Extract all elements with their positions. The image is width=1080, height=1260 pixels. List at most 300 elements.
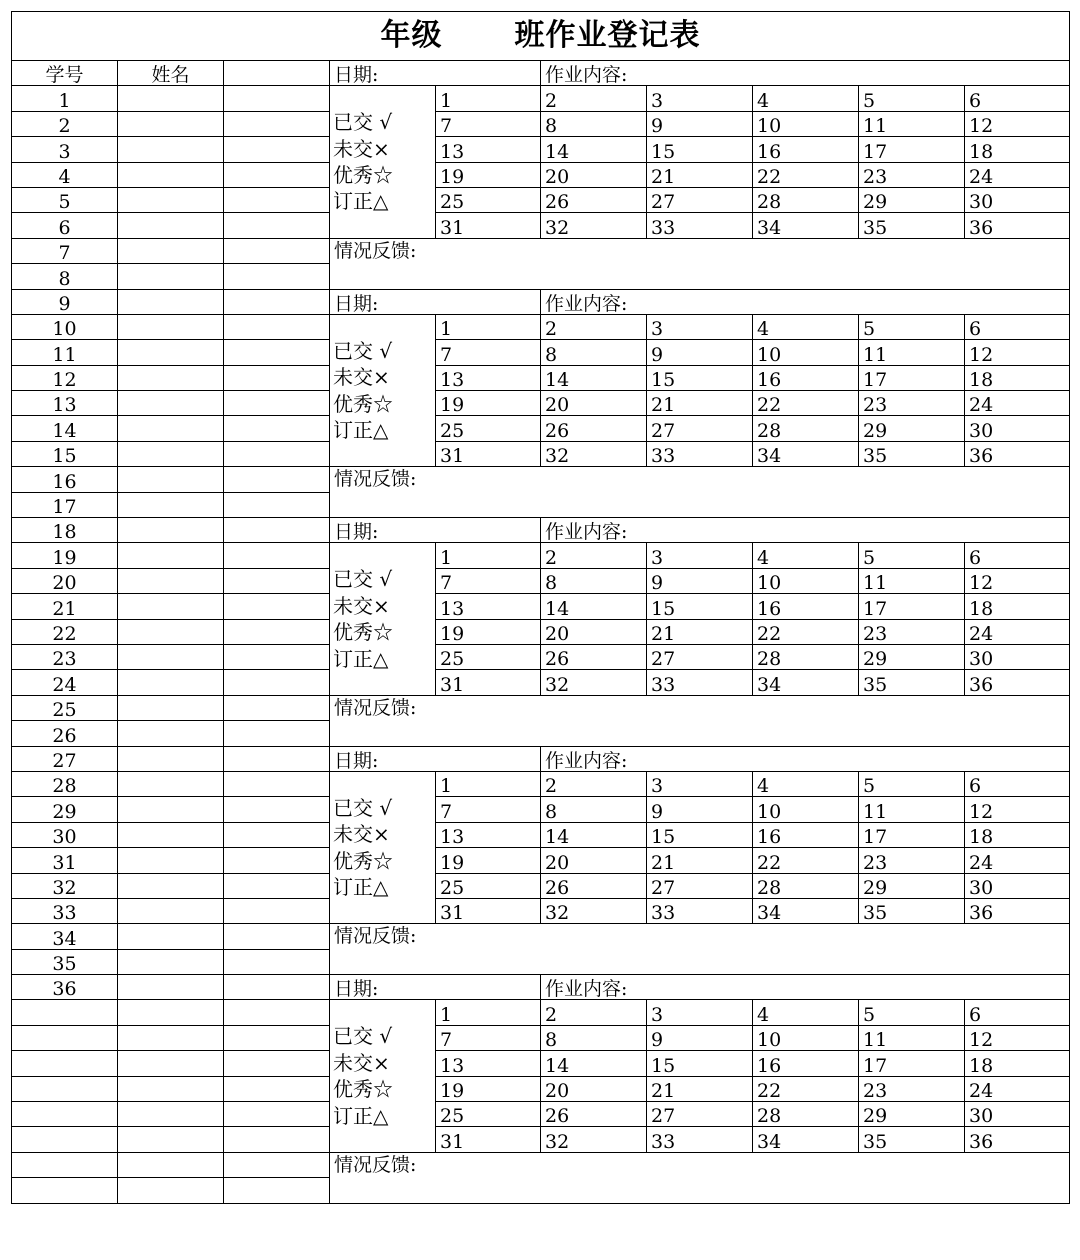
date-cell[interactable]: 日期: [330,61,541,86]
student-name-cell[interactable] [118,340,224,365]
assignment-number-cell[interactable]: 10 [753,1025,859,1050]
assignment-number-cell[interactable]: 34 [753,898,859,923]
date-cell[interactable]: 日期: [330,518,541,543]
student-name-cell[interactable] [118,1127,224,1152]
student-name-cell[interactable] [118,111,224,136]
extra-cell[interactable] [224,873,330,898]
assignment-number-cell[interactable]: 4 [753,314,859,339]
assignment-number-cell[interactable]: 26 [541,416,647,441]
assignment-number-cell[interactable]: 27 [647,644,753,669]
assignment-number-cell[interactable]: 8 [541,568,647,593]
assignment-number-cell[interactable]: 28 [753,644,859,669]
extra-cell[interactable] [224,213,330,238]
table-row [12,924,1070,949]
assignment-number-cell[interactable]: 28 [753,873,859,898]
assignment-number-cell[interactable]: 9 [647,1025,753,1050]
feedback-cell[interactable]: 情况反馈: [330,467,1070,518]
content-cell[interactable]: 作业内容: [541,975,1070,1000]
student-name-cell[interactable] [118,1152,224,1177]
assignment-number-cell[interactable]: 26 [541,644,647,669]
assignment-number-cell[interactable]: 7 [436,111,541,136]
student-name-cell[interactable] [118,441,224,466]
assignment-number-cell[interactable]: 19 [436,619,541,644]
student-name-cell[interactable] [118,619,224,644]
assignment-number-cell[interactable]: 1 [436,771,541,796]
assignment-number-cell[interactable]: 1 [436,543,541,568]
assignment-number-cell[interactable]: 11 [859,111,965,136]
assignment-number-cell[interactable]: 34 [753,441,859,466]
assignment-number-cell[interactable]: 31 [436,441,541,466]
student-name-cell[interactable] [118,721,224,746]
assignment-number-cell[interactable]: 23 [859,391,965,416]
assignment-number-cell[interactable]: 12 [965,797,1070,822]
extra-cell[interactable] [224,111,330,136]
extra-cell[interactable] [224,162,330,187]
assignment-number-cell[interactable]: 28 [753,187,859,212]
student-name-cell[interactable] [118,1076,224,1101]
assignment-number-cell[interactable]: 32 [541,898,647,923]
assignment-number-cell[interactable]: 21 [647,848,753,873]
assignment-number-cell[interactable]: 15 [647,137,753,162]
assignment-number-cell[interactable]: 31 [436,670,541,695]
extra-cell[interactable] [224,619,330,644]
student-name-cell[interactable] [118,416,224,441]
assignment-number-cell[interactable]: 5 [859,314,965,339]
assignment-number-cell[interactable]: 27 [647,416,753,441]
extra-cell[interactable] [224,975,330,1000]
assignment-number-cell[interactable]: 32 [541,441,647,466]
assignment-number-cell[interactable]: 35 [859,441,965,466]
assignment-number-cell[interactable]: 16 [753,822,859,847]
assignment-number-cell[interactable]: 9 [647,340,753,365]
assignment-number-cell[interactable]: 27 [647,873,753,898]
assignment-number-cell[interactable]: 12 [965,568,1070,593]
student-name-cell[interactable] [118,568,224,593]
assignment-number-cell[interactable]: 23 [859,619,965,644]
assignment-number-cell[interactable]: 19 [436,1076,541,1101]
content-cell[interactable]: 作业内容: [541,61,1070,86]
assignment-number-cell[interactable]: 33 [647,213,753,238]
student-name-cell[interactable] [118,670,224,695]
assignment-number-cell[interactable]: 9 [647,568,753,593]
assignment-number-cell[interactable]: 24 [965,162,1070,187]
assignment-number-cell[interactable]: 20 [541,391,647,416]
assignment-number-cell[interactable]: 30 [965,1102,1070,1127]
student-name-cell[interactable] [118,518,224,543]
assignment-number-cell[interactable]: 15 [647,365,753,390]
assignment-number-cell[interactable]: 21 [647,391,753,416]
assignment-number-cell[interactable]: 31 [436,898,541,923]
extra-cell[interactable] [224,746,330,771]
assignment-number-cell[interactable]: 18 [965,1051,1070,1076]
assignment-number-cell[interactable]: 11 [859,1025,965,1050]
assignment-number-cell[interactable]: 35 [859,1127,965,1152]
assignment-number-cell[interactable]: 19 [436,391,541,416]
assignment-number-cell[interactable]: 10 [753,111,859,136]
extra-cell[interactable] [224,264,330,289]
assignment-number-cell[interactable]: 4 [753,543,859,568]
student-name-cell[interactable] [118,467,224,492]
assignment-number-cell[interactable]: 28 [753,416,859,441]
assignment-number-cell[interactable]: 28 [753,1102,859,1127]
student-name-cell[interactable] [118,314,224,339]
assignment-number-cell[interactable]: 34 [753,1127,859,1152]
student-name-cell[interactable] [118,924,224,949]
extra-cell[interactable] [224,314,330,339]
extra-cell[interactable] [224,1178,330,1203]
assignment-number-cell[interactable]: 10 [753,797,859,822]
assignment-number-cell[interactable]: 13 [436,137,541,162]
assignment-number-cell[interactable]: 23 [859,162,965,187]
extra-cell[interactable] [224,924,330,949]
assignment-number-cell[interactable]: 6 [965,1000,1070,1025]
student-name-cell[interactable] [118,187,224,212]
content-cell[interactable]: 作业内容: [541,746,1070,771]
extra-cell[interactable] [224,1152,330,1177]
assignment-number-cell[interactable]: 24 [965,1076,1070,1101]
date-cell[interactable]: 日期: [330,746,541,771]
assignment-number-cell[interactable]: 26 [541,1102,647,1127]
extra-cell[interactable] [224,721,330,746]
assignment-number-cell[interactable]: 4 [753,771,859,796]
assignment-number-cell[interactable]: 33 [647,670,753,695]
assignment-number-cell[interactable]: 29 [859,187,965,212]
legend-item: 优秀☆ [333,163,393,188]
assignment-number-cell[interactable]: 30 [965,416,1070,441]
assignment-number-cell[interactable]: 29 [859,416,965,441]
assignment-number-cell[interactable]: 31 [436,213,541,238]
student-id-cell: 29 [12,797,118,822]
extra-cell[interactable] [224,1051,330,1076]
extra-cell[interactable] [224,137,330,162]
assignment-number-cell[interactable]: 6 [965,543,1070,568]
student-name-cell[interactable] [118,975,224,1000]
assignment-number-cell[interactable]: 2 [541,771,647,796]
assignment-number-cell[interactable]: 11 [859,568,965,593]
extra-cell[interactable] [224,289,330,314]
legend-item: 优秀☆ [333,391,393,416]
assignment-number-cell[interactable]: 8 [541,340,647,365]
assignment-number-cell[interactable]: 3 [647,314,753,339]
legend-item: 未交× [333,136,390,161]
extra-cell[interactable] [224,1025,330,1050]
assignment-number-cell[interactable]: 16 [753,1051,859,1076]
student-name-cell[interactable] [118,289,224,314]
student-name-cell[interactable] [118,898,224,923]
assignment-number-cell[interactable]: 12 [965,111,1070,136]
student-name-cell[interactable] [118,543,224,568]
extra-cell[interactable] [224,492,330,517]
assignment-number-cell[interactable]: 3 [647,86,753,111]
assignment-number-cell[interactable]: 21 [647,619,753,644]
assignment-number-cell[interactable]: 5 [859,1000,965,1025]
assignment-number-cell[interactable]: 20 [541,848,647,873]
assignment-number-cell[interactable]: 13 [436,1051,541,1076]
assignment-number-cell[interactable]: 20 [541,162,647,187]
extra-cell[interactable] [224,1000,330,1025]
assignment-number-cell[interactable]: 1 [436,86,541,111]
assignment-number-cell[interactable]: 17 [859,137,965,162]
assignment-number-cell[interactable]: 29 [859,1102,965,1127]
assignment-number-cell[interactable]: 3 [647,1000,753,1025]
assignment-number-cell[interactable]: 23 [859,848,965,873]
assignment-number-cell[interactable]: 10 [753,568,859,593]
assignment-number-cell[interactable]: 12 [965,340,1070,365]
student-name-cell[interactable] [118,213,224,238]
assignment-number-cell[interactable]: 14 [541,137,647,162]
extra-cell[interactable] [224,543,330,568]
student-id-cell: 34 [12,924,118,949]
assignment-number-cell[interactable]: 32 [541,1127,647,1152]
assignment-number-cell[interactable]: 30 [965,644,1070,669]
assignment-number-cell[interactable]: 14 [541,1051,647,1076]
assignment-number-cell[interactable]: 18 [965,137,1070,162]
assignment-number-cell[interactable]: 33 [647,1127,753,1152]
assignment-number-cell[interactable]: 1 [436,1000,541,1025]
student-name-cell[interactable] [118,695,224,720]
extra-cell[interactable] [224,1102,330,1127]
extra-cell[interactable] [224,644,330,669]
feedback-cell[interactable]: 情况反馈: [330,695,1070,746]
content-cell[interactable]: 作业内容: [541,518,1070,543]
assignment-number-cell[interactable]: 16 [753,365,859,390]
assignment-number-cell[interactable]: 2 [541,86,647,111]
assignment-number-cell[interactable]: 2 [541,1000,647,1025]
extra-cell[interactable] [224,670,330,695]
extra-cell[interactable] [224,467,330,492]
assignment-number-cell[interactable]: 25 [436,644,541,669]
student-name-cell[interactable] [118,822,224,847]
assignment-number-cell[interactable]: 18 [965,365,1070,390]
assignment-number-cell[interactable]: 31 [436,1127,541,1152]
assignment-number-cell[interactable]: 13 [436,594,541,619]
feedback-cell[interactable]: 情况反馈: [330,238,1070,289]
assignment-number-cell[interactable]: 7 [436,568,541,593]
assignment-number-cell[interactable]: 30 [965,873,1070,898]
assignment-number-cell[interactable]: 17 [859,822,965,847]
assignment-number-cell[interactable]: 14 [541,365,647,390]
assignment-number-cell[interactable]: 15 [647,594,753,619]
assignment-number-cell[interactable]: 32 [541,213,647,238]
assignment-number-cell[interactable]: 4 [753,1000,859,1025]
assignment-number-cell[interactable]: 8 [541,111,647,136]
student-name-cell[interactable] [118,746,224,771]
assignment-number-cell[interactable]: 25 [436,187,541,212]
assignment-number-cell[interactable]: 21 [647,1076,753,1101]
assignment-number-cell[interactable]: 2 [541,543,647,568]
content-cell[interactable]: 作业内容: [541,289,1070,314]
student-name-cell[interactable] [118,492,224,517]
assignment-number-cell[interactable]: 1 [436,314,541,339]
assignment-number-cell[interactable]: 35 [859,898,965,923]
assignment-number-cell[interactable]: 27 [647,1102,753,1127]
assignment-number-cell[interactable]: 16 [753,594,859,619]
extra-cell[interactable] [224,86,330,111]
student-name-cell[interactable] [118,771,224,796]
extra-cell[interactable] [224,1127,330,1152]
assignment-number-cell[interactable]: 32 [541,670,647,695]
assignment-number-cell[interactable]: 8 [541,797,647,822]
student-name-cell[interactable] [118,873,224,898]
extra-cell[interactable] [224,340,330,365]
assignment-number-cell[interactable]: 12 [965,1025,1070,1050]
extra-cell[interactable] [224,391,330,416]
table-row [12,822,1070,847]
extra-cell[interactable] [224,416,330,441]
student-name-cell[interactable] [118,1000,224,1025]
assignment-number-cell[interactable]: 24 [965,848,1070,873]
extra-cell[interactable] [224,365,330,390]
assignment-number-cell[interactable]: 5 [859,543,965,568]
extra-cell[interactable] [224,949,330,974]
student-name-cell[interactable] [118,949,224,974]
extra-cell[interactable] [224,822,330,847]
student-name-cell[interactable] [118,86,224,111]
assignment-number-cell[interactable]: 14 [541,822,647,847]
assignment-number-cell[interactable]: 30 [965,187,1070,212]
student-name-cell[interactable] [118,1178,224,1203]
student-name-cell[interactable] [118,1102,224,1127]
assignment-number-cell[interactable]: 20 [541,619,647,644]
extra-cell[interactable] [224,594,330,619]
student-name-cell[interactable] [118,238,224,263]
assignment-number-cell[interactable]: 18 [965,594,1070,619]
blank-header-cell[interactable] [224,61,330,86]
assignment-number-cell[interactable]: 3 [647,771,753,796]
header-row [12,61,1070,86]
assignment-number-cell[interactable]: 17 [859,365,965,390]
assignment-number-cell[interactable]: 14 [541,594,647,619]
assignment-number-cell[interactable]: 19 [436,162,541,187]
assignment-number-cell[interactable]: 2 [541,314,647,339]
extra-cell[interactable] [224,695,330,720]
assignment-number-cell[interactable]: 11 [859,797,965,822]
assignment-number-cell[interactable]: 7 [436,1025,541,1050]
extra-cell[interactable] [224,568,330,593]
student-name-cell[interactable] [118,797,224,822]
student-name-cell[interactable] [118,162,224,187]
assignment-number-cell[interactable]: 24 [965,619,1070,644]
assignment-number-cell[interactable]: 27 [647,187,753,212]
extra-cell[interactable] [224,797,330,822]
assignment-number-cell[interactable]: 6 [965,86,1070,111]
student-name-cell[interactable] [118,594,224,619]
extra-cell[interactable] [224,1076,330,1101]
assignment-number-cell[interactable]: 9 [647,111,753,136]
assignment-number-cell[interactable]: 29 [859,644,965,669]
assignment-number-cell[interactable]: 34 [753,213,859,238]
assignment-number-cell[interactable]: 34 [753,670,859,695]
student-name-cell[interactable] [118,391,224,416]
assignment-number-cell[interactable]: 22 [753,619,859,644]
assignment-number-cell[interactable]: 7 [436,340,541,365]
assignment-number-cell[interactable]: 26 [541,187,647,212]
assignment-number-cell[interactable]: 17 [859,1051,965,1076]
extra-cell[interactable] [224,848,330,873]
assignment-number-cell[interactable]: 22 [753,848,859,873]
assignment-number-cell[interactable]: 9 [647,797,753,822]
assignment-number-cell[interactable]: 23 [859,1076,965,1101]
feedback-cell[interactable]: 情况反馈: [330,1152,1070,1203]
assignment-number-cell[interactable]: 22 [753,162,859,187]
assignment-number-cell[interactable]: 17 [859,594,965,619]
title-grade: 年级 [380,18,443,53]
extra-cell[interactable] [224,898,330,923]
assignment-number-cell[interactable]: 5 [859,86,965,111]
student-name-cell[interactable] [118,137,224,162]
date-cell[interactable]: 日期: [330,975,541,1000]
assignment-number-cell[interactable]: 19 [436,848,541,873]
assignment-number-cell[interactable]: 18 [965,822,1070,847]
table-row [12,1000,1070,1025]
assignment-number-cell[interactable]: 35 [859,213,965,238]
legend-item: 未交× [333,593,390,618]
assignment-number-cell[interactable]: 13 [436,365,541,390]
assignment-number-cell[interactable]: 36 [965,213,1070,238]
assignment-number-cell[interactable]: 36 [965,898,1070,923]
extra-cell[interactable] [224,441,330,466]
assignment-number-cell[interactable]: 25 [436,873,541,898]
assignment-number-cell[interactable]: 21 [647,162,753,187]
assignment-number-cell[interactable]: 29 [859,873,965,898]
student-name-cell[interactable] [118,1025,224,1050]
assignment-number-cell[interactable]: 25 [436,1102,541,1127]
assignment-number-cell[interactable]: 10 [753,340,859,365]
assignment-number-cell[interactable]: 36 [965,1127,1070,1152]
assignment-number-cell[interactable]: 3 [647,543,753,568]
legend-item: 未交× [333,1050,390,1075]
student-name-cell[interactable] [118,848,224,873]
student-name-cell[interactable] [118,644,224,669]
assignment-number-cell[interactable]: 15 [647,1051,753,1076]
assignment-number-cell[interactable]: 24 [965,391,1070,416]
feedback-cell[interactable]: 情况反馈: [330,924,1070,975]
student-name-cell[interactable] [118,365,224,390]
student-name-cell[interactable] [118,264,224,289]
assignment-number-cell[interactable]: 20 [541,1076,647,1101]
assignment-number-cell[interactable]: 6 [965,314,1070,339]
assignment-number-cell[interactable]: 8 [541,1025,647,1050]
legend-item: 未交× [333,365,390,390]
assignment-number-cell[interactable]: 4 [753,86,859,111]
assignment-number-cell[interactable]: 13 [436,822,541,847]
student-name-cell[interactable] [118,1051,224,1076]
assignment-number-cell[interactable]: 35 [859,670,965,695]
date-cell[interactable]: 日期: [330,289,541,314]
assignment-number-cell[interactable]: 36 [965,441,1070,466]
extra-cell[interactable] [224,187,330,212]
extra-cell[interactable] [224,771,330,796]
assignment-number-cell[interactable]: 16 [753,137,859,162]
assignment-number-cell[interactable]: 26 [541,873,647,898]
table-row [12,111,1070,136]
assignment-number-cell[interactable]: 33 [647,441,753,466]
assignment-number-cell[interactable]: 7 [436,797,541,822]
assignment-number-cell[interactable]: 33 [647,898,753,923]
legend-cell [330,314,436,466]
assignment-number-cell[interactable]: 11 [859,340,965,365]
extra-cell[interactable] [224,518,330,543]
assignment-number-cell[interactable]: 22 [753,1076,859,1101]
assignment-number-cell[interactable]: 5 [859,771,965,796]
assignment-number-cell[interactable]: 6 [965,771,1070,796]
assignment-number-cell[interactable]: 36 [965,670,1070,695]
assignment-number-cell[interactable]: 25 [436,416,541,441]
assignment-number-cell[interactable]: 15 [647,822,753,847]
extra-cell[interactable] [224,238,330,263]
assignment-number-cell[interactable]: 22 [753,391,859,416]
student-id-cell: 33 [12,898,118,923]
